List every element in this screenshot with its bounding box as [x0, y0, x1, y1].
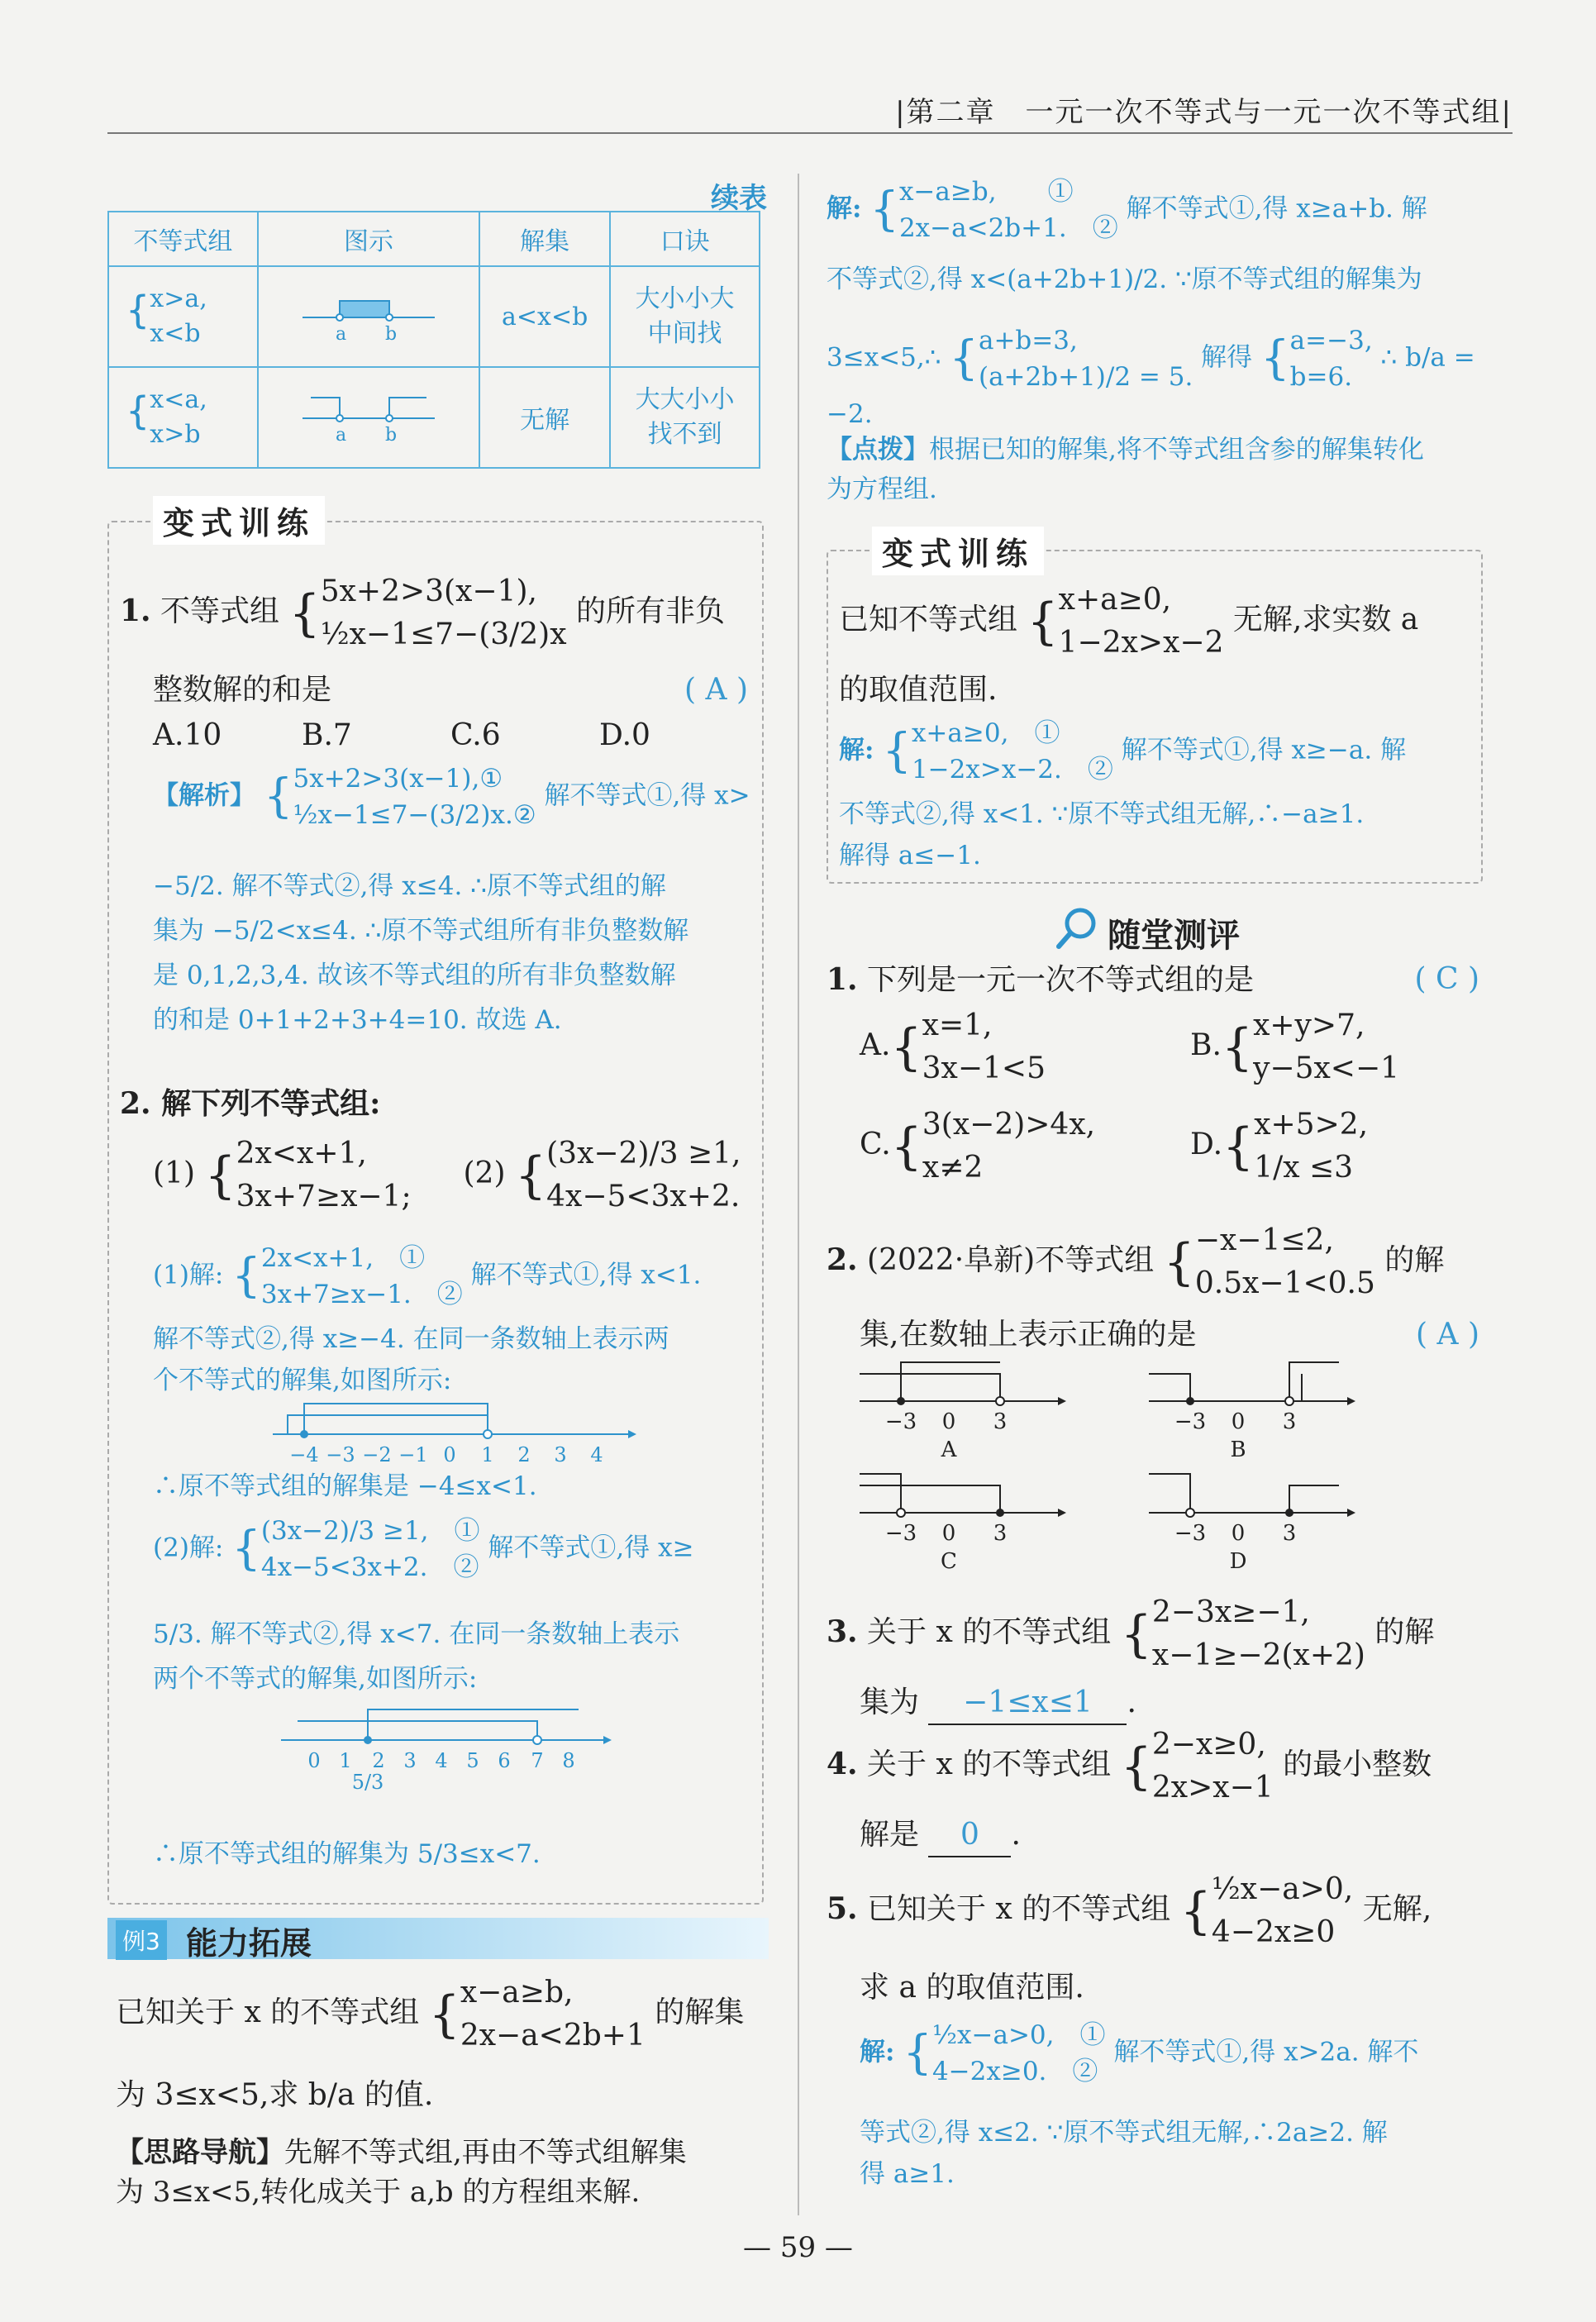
tick-label: 3 — [993, 1409, 1008, 1434]
question-2-parts: (1) {2x<x+1, 3x+7≥x−1; (2) {(3x−2)/3 ≥1, 4x−5<3x+2. — [153, 1137, 741, 1213]
question-text: 集为 — [860, 1685, 920, 1719]
solution-label: (2)解: — [153, 1533, 224, 1563]
analysis-text: 是 0,1,2,3,4. 故该不等式组的所有非负整数解 — [153, 961, 676, 990]
system-line: 4x−5<3x+2. — [546, 1180, 741, 1213]
number-line-diagram — [294, 280, 443, 346]
tick-label: 1 — [481, 1443, 494, 1463]
quiz-option-d: D.{x+5>2, 1/x ≤3 — [1190, 1108, 1369, 1185]
option-line: x+y>7, — [1253, 1008, 1365, 1042]
system-line: ½x−a>0, — [1211, 1872, 1354, 1906]
example-question: 已知关于 x 的不等式组 {x−a≥b, 2x−a<2b+1 的解集 — [116, 1976, 745, 2053]
analysis-text: 集为 −5/2<x≤4. ∴原不等式组所有非负整数解 — [153, 916, 689, 946]
guide-text: 为 3≤x<5,转化成关于 a,b 的方程组来解. — [116, 2176, 641, 2209]
table-header: 解集 — [479, 212, 610, 266]
question-text: 无解,求实数 a — [1232, 603, 1419, 637]
practice-tag: 变式训练 — [153, 496, 325, 545]
solution-label: 解: — [827, 193, 862, 224]
solution-text: 个不等式的解集,如图所示: — [153, 1366, 452, 1395]
system-cell: {x>a, x<b — [108, 266, 258, 367]
page-number: — 59 — — [743, 2231, 853, 2264]
system-line: 2x−a<2b+1 — [460, 2019, 646, 2053]
quiz-question-3: 3. 关于 x 的不等式组 {2−3x≥−1, x−1≥−2(x+2) 的解 — [827, 1595, 1435, 1672]
tick-label: 4 — [590, 1443, 603, 1463]
solution-system-line: 2x−a<2b+1. ② — [898, 213, 1118, 243]
axis-label: b — [385, 425, 398, 446]
tick-label: −3 — [884, 1521, 917, 1546]
practice-question: 已知不等式组 {x+a≥0, 1−2x>x−2 无解,求实数 a — [839, 583, 1419, 660]
example-title: 能力拓展 — [186, 1925, 312, 1962]
analysis-system-line: ½x−1≤7−(3/2)x.② — [293, 800, 536, 830]
tick-label: 0 — [941, 1409, 956, 1434]
option-c-numberline — [851, 1467, 1157, 1575]
guide-text: 先解不等式组,再由不等式组解集 — [284, 2136, 687, 2169]
system-line: ½x−1≤7−(3/2)x — [320, 617, 567, 651]
option-label: D — [1229, 1549, 1247, 1574]
solution-system-line: ½x−a>0, ① — [931, 2020, 1106, 2050]
quiz-question-1 — [827, 959, 1488, 1001]
rhyme-line: 大大小小 — [635, 385, 735, 414]
solution-system-line: 3x+7≥x−1. ② — [260, 1280, 463, 1309]
quiz-question-3-line2: 集为 −1≤x≤1 . — [860, 1682, 1136, 1725]
system-line: 0.5x−1<0.5 — [1194, 1266, 1375, 1300]
tick-label: 0 — [443, 1443, 456, 1463]
option-c: C.6 — [450, 718, 501, 752]
system-line: 2x>x−1 — [1151, 1771, 1274, 1805]
quiz-option-a: A.{x=1, 3x−1<5 — [860, 1008, 1046, 1085]
tip-block — [827, 430, 1488, 509]
tick-label: 8 — [562, 1749, 575, 1772]
tip-text: 为方程组. — [827, 474, 937, 504]
quiz-5-solution: 解: {½x−a>0, ① 4−2x≥0. ② 解不等式①,得 x>2a. 解不 — [860, 2020, 1419, 2086]
table-header: 不等式组 — [108, 212, 258, 266]
option-label: A — [941, 1438, 957, 1462]
option-label: B — [1230, 1438, 1246, 1462]
tick-label: −1 — [398, 1443, 428, 1463]
question-1: 1. 不等式组 {5x+2>3(x−1), ½x−1≤7−(3/2)x 的所有非负 — [120, 575, 725, 651]
solution-text: 解不等式①,得 x≥a+b. 解 — [1126, 193, 1427, 224]
quiz-option-c: C.{3(x−2)>4x, x≠2 — [860, 1108, 1096, 1185]
system-line: 2−3x≥−1, — [1151, 1595, 1310, 1629]
fill-blank-answer: 0 — [928, 1814, 1011, 1857]
part-label: (1) — [153, 1156, 195, 1190]
tick-label: 2 — [517, 1443, 531, 1463]
solution-system-line: 4−2x≥0. ② — [931, 2057, 1098, 2086]
question-number: 5. — [827, 1891, 858, 1926]
question-text: 已知不等式组 — [839, 603, 1018, 637]
solution-1: (1)解: {2x<x+1, ① 3x+7≥x−1. ② 解不等式①,得 x<1. — [153, 1243, 702, 1309]
solution-system-line: x+a≥0, ① — [911, 718, 1060, 748]
number-line-diagram — [294, 381, 443, 447]
quiz-question-2-line2 — [860, 1314, 1488, 1356]
solution-cell: 无解 — [479, 367, 610, 468]
question-text: 已知关于 x 的不等式组 — [116, 1995, 420, 2029]
tick-label: 5 — [466, 1749, 479, 1772]
tick-label: −3 — [884, 1409, 917, 1434]
axis-label: b — [385, 324, 398, 345]
solution-label: (1)解: — [153, 1260, 224, 1290]
solution-system-line: a=−3, — [1289, 326, 1373, 355]
tick-label: 3 — [554, 1443, 567, 1463]
rhyme-line: 大小小大 — [635, 284, 735, 313]
solution-label: 解: — [839, 735, 874, 765]
system-line: 4−2x≥0 — [1211, 1915, 1336, 1949]
answer-choice: ( A ) — [1416, 1318, 1479, 1352]
quiz-option-b: B.{x+y>7, y−5x<−1 — [1190, 1008, 1400, 1085]
option-line: x+5>2, — [1254, 1108, 1369, 1142]
table-row — [108, 266, 760, 367]
solution-text: 解不等式①,得 x>2a. 解不 — [1113, 2037, 1419, 2067]
system-line: x>a, — [150, 284, 207, 313]
option-a: A.10 — [153, 718, 222, 752]
column-divider — [798, 174, 799, 2215]
system-line: (3x−2)/3 ≥1, — [546, 1137, 741, 1171]
answer-choice: ( C ) — [1414, 962, 1479, 996]
question-text: 无解, — [1362, 1892, 1432, 1926]
question-text: 的解 — [1374, 1615, 1435, 1649]
option-b-numberline — [1141, 1356, 1446, 1463]
question-text: 关于 x 的不等式组 — [867, 1615, 1112, 1649]
tick-label: 3 — [1282, 1521, 1297, 1546]
table-header: 口诀 — [610, 212, 760, 266]
system-line: x<b — [150, 319, 201, 348]
options-row — [153, 715, 756, 756]
diagram-cell — [258, 266, 479, 367]
tick-label: 3 — [403, 1749, 417, 1772]
chapter-header: |第二章 一元一次不等式与一元一次不等式组| — [895, 96, 1513, 129]
solution-system-line: x−a≥b, ① — [898, 177, 1074, 207]
system-line: 2−x≥0, — [1151, 1728, 1266, 1762]
solution-1-result: ∴原不等式组的解集是 −4≤x<1. — [153, 1471, 537, 1501]
solution-label: 解: — [860, 2037, 895, 2067]
question-number: 4. — [827, 1747, 858, 1781]
question-text: 不等式组 — [160, 594, 280, 628]
solution-system-line: 4x−5<3x+2. ② — [260, 1552, 479, 1582]
rhyme-line: 找不到 — [647, 420, 722, 449]
quiz-title: 随堂测评 — [1108, 917, 1240, 955]
solution-system-line: 1−2x>x−2. ② — [911, 755, 1113, 784]
system-line: 2x<x+1, — [236, 1137, 367, 1171]
question-number: 2. — [827, 1242, 858, 1277]
solution-text: 5/3. 解不等式②,得 x<7. 在同一条数轴上表示 — [153, 1619, 680, 1649]
solution-text: 解得 a≤−1. — [839, 841, 981, 870]
question-text: 已知关于 x 的不等式组 — [867, 1892, 1171, 1926]
quiz-question-4: 4. 关于 x 的不等式组 {2−x≥0, 2x>x−1 的最小整数 — [827, 1728, 1432, 1805]
question-text: 的最小整数 — [1283, 1747, 1432, 1781]
question-1-line2 — [153, 670, 756, 711]
option-d: D.0 — [599, 718, 650, 752]
option-line: 1/x ≤3 — [1254, 1151, 1354, 1185]
header-rule — [107, 132, 1513, 134]
solution-text: 解不等式②,得 x≥−4. 在同一条数轴上表示两 — [153, 1324, 669, 1354]
example-badge: 例3 — [116, 1920, 167, 1960]
option-d-numberline — [1141, 1467, 1446, 1575]
example-solution-line: 不等式②,得 x<(a+2b+1)/2. ∵原不等式组的解集为 — [827, 265, 1422, 294]
rhyme-line: 中间找 — [647, 319, 722, 348]
table-row — [108, 367, 760, 468]
analysis-text: 解不等式①,得 x> — [544, 780, 750, 811]
solution-text: 3≤x<5,∴ — [827, 342, 941, 373]
system-line: 5x+2>3(x−1), — [320, 575, 537, 608]
question-number: 1. — [827, 962, 858, 997]
guide-block — [116, 2133, 769, 2212]
analysis-block: 【解析】 {5x+2>3(x−1),① ½x−1≤7−(3/2)x.② 解不等式①,得 x> — [153, 764, 750, 830]
number-line-2 — [281, 1703, 612, 1794]
table-header: 图示 — [258, 212, 479, 266]
solution-system-line: b=6. — [1289, 362, 1353, 392]
tick-label: 0 — [941, 1521, 956, 1546]
solution-text: 等式②,得 x≤2. ∵原不等式组无解,∴2a≥2. 解 — [860, 2118, 1388, 2148]
analysis-system-line: 5x+2>3(x−1),① — [293, 764, 503, 794]
tick-label: 2 — [372, 1749, 385, 1772]
quiz-question-5-line2: 求 a 的取值范围. — [860, 1971, 1084, 2005]
system-line: 1−2x>x−2 — [1058, 626, 1224, 660]
option-line: x≠2 — [922, 1151, 984, 1185]
rhyme-cell — [610, 367, 760, 468]
solution-text: 两个不等式的解集,如图所示: — [153, 1664, 478, 1694]
tick-label: 0 — [307, 1749, 321, 1772]
question-number: 3. — [827, 1614, 858, 1649]
solution-text: 解得 — [1201, 342, 1253, 373]
solution-cell: a<x<b — [479, 266, 610, 367]
question-text: (2022·阜新)不等式组 — [867, 1243, 1155, 1277]
solution-system-line: (3x−2)/3 ≥1, ① — [260, 1516, 480, 1546]
system-line: x<a, — [150, 385, 207, 414]
system-line: 3x+7≥x−1; — [236, 1180, 412, 1213]
question-text: 的解集 — [655, 1995, 745, 2029]
tick-label: 6 — [498, 1749, 511, 1772]
option-line: x=1, — [922, 1008, 993, 1042]
tick-label: −4 — [289, 1443, 319, 1463]
tick-label: −3 — [1174, 1521, 1207, 1546]
quiz-5-solution-cont — [860, 2112, 1488, 2195]
rhyme-cell — [610, 266, 760, 367]
table-header-row — [108, 212, 760, 266]
tick-label: −3 — [1174, 1409, 1207, 1434]
system-line: x+a≥0, — [1058, 583, 1172, 617]
solution-2-result: ∴原不等式组的解集为 5/3≤x<7. — [153, 1839, 541, 1869]
tick-label: −2 — [362, 1443, 392, 1463]
practice-solution-cont — [839, 794, 1475, 876]
axis-label: a — [336, 425, 347, 446]
guide-label: 【思路导航】 — [116, 2136, 284, 2169]
tick-label: 7 — [531, 1749, 544, 1772]
option-line: y−5x<−1 — [1253, 1051, 1400, 1085]
option-line: 3(x−2)>4x, — [922, 1108, 1096, 1142]
tick-label: 0 — [1231, 1521, 1246, 1546]
solution-2: (2)解: {(3x−2)/3 ≥1, ① 4x−5<3x+2. ② 解不等式①,得 x≥ — [153, 1516, 694, 1582]
number-line-1 — [273, 1397, 636, 1463]
practice-solution: 解: {x+a≥0, ① 1−2x>x−2. ② 解不等式①,得 x≥−a. 解 — [839, 718, 1407, 784]
axis-label: a — [336, 324, 347, 345]
diagram-cell — [258, 367, 479, 468]
example-solution-systems: 3≤x<5,∴ {a+b=3, (a+2b+1)/2 = 5. 解得 {a=−3, b=6. ∴ b/a = −2. — [827, 326, 1475, 429]
part-label: (2) — [463, 1156, 506, 1190]
tick-label: 4 — [435, 1749, 448, 1772]
option-line: 3x−1<5 — [922, 1051, 1046, 1085]
solution-text: 不等式②,得 x<1. ∵原不等式组无解,∴−a≥1. — [839, 799, 1365, 829]
tip-text: 根据已知的解集,将不等式组含参的解集转化 — [929, 435, 1424, 465]
question-text: 整数解的和是 — [153, 673, 332, 707]
solution-text: 解不等式①,得 x≥ — [488, 1533, 694, 1563]
quiz-question-4-line2: 解是 0 . — [860, 1814, 1021, 1857]
analysis-text: −5/2. 解不等式②,得 x≤4. ∴原不等式组的解 — [153, 871, 666, 901]
tick-mark-label: 5/3 — [351, 1771, 384, 1794]
option-a-numberline — [851, 1356, 1157, 1463]
table-caption: 续表 — [711, 182, 767, 215]
solution-2-cont — [153, 1612, 756, 1701]
question-number: 1. — [120, 594, 151, 628]
system-line: x>b — [150, 420, 201, 449]
magnifier-icon — [1054, 905, 1100, 951]
solution-1-cont — [153, 1318, 756, 1401]
analysis-continued — [153, 864, 756, 1042]
question-text: 解是 — [860, 1818, 920, 1852]
question-text: 的所有非负 — [575, 594, 725, 628]
example-solution: 解: {x−a≥b, ① 2x−a<2b+1. ② 解不等式①,得 x≥a+b. 解 — [827, 177, 1427, 243]
question-text: 关于 x 的不等式组 — [867, 1747, 1112, 1781]
analysis-label: 【解析】 — [153, 780, 255, 811]
solution-text: 解不等式①,得 x≥−a. 解 — [1121, 735, 1407, 765]
practice-question-line2: 的取值范围. — [839, 673, 998, 707]
tick-label: −3 — [326, 1443, 355, 1463]
solution-text: 解不等式①,得 x<1. — [470, 1260, 702, 1290]
solution-text: 得 a≥1. — [860, 2159, 955, 2189]
question-text: 的解 — [1384, 1243, 1445, 1277]
question-2-title: 2. 解下列不等式组: — [120, 1086, 381, 1121]
system-line: x−a≥b, — [460, 1976, 574, 2010]
fill-blank-answer: −1≤x≤1 — [928, 1682, 1127, 1725]
quiz-question-5: 5. 已知关于 x 的不等式组 {½x−a>0, 4−2x≥0 无解, — [827, 1872, 1432, 1949]
tick-label: 3 — [993, 1521, 1008, 1546]
tick-label: 1 — [339, 1749, 352, 1772]
system-line: x−1≥−2(x+2) — [1151, 1638, 1365, 1672]
question-text: 集,在数轴上表示正确的是 — [860, 1318, 1197, 1352]
system-cell: {x<a, x>b — [108, 367, 258, 468]
tick-label: 3 — [1282, 1409, 1297, 1434]
option-label: C — [941, 1549, 957, 1574]
analysis-text: 的和是 0+1+2+3+4=10. 故选 A. — [153, 1005, 562, 1035]
option-b: B.7 — [302, 718, 352, 752]
solution-system-line: a+b=3, — [978, 326, 1078, 355]
tick-label: 0 — [1231, 1409, 1246, 1434]
practice-tag: 变式训练 — [872, 527, 1044, 575]
solution-system-line: (a+2b+1)/2 = 5. — [978, 362, 1193, 392]
example-question-line2: 为 3≤x<5,求 b/a 的值. — [116, 2078, 434, 2112]
tip-label: 【点拨】 — [827, 435, 929, 465]
answer-choice: ( A ) — [684, 673, 748, 707]
inequality-table — [107, 211, 760, 469]
quiz-question-2: 2. (2022·阜新)不等式组 {−x−1≤2, 0.5x−1<0.5 的解 — [827, 1223, 1445, 1300]
question-text: 下列是一元一次不等式组的是 — [867, 963, 1255, 997]
system-line: −x−1≤2, — [1194, 1223, 1334, 1257]
solution-system-line: 2x<x+1, ① — [260, 1243, 426, 1273]
solution-text: ∴ b/a = −2. — [827, 342, 1475, 429]
